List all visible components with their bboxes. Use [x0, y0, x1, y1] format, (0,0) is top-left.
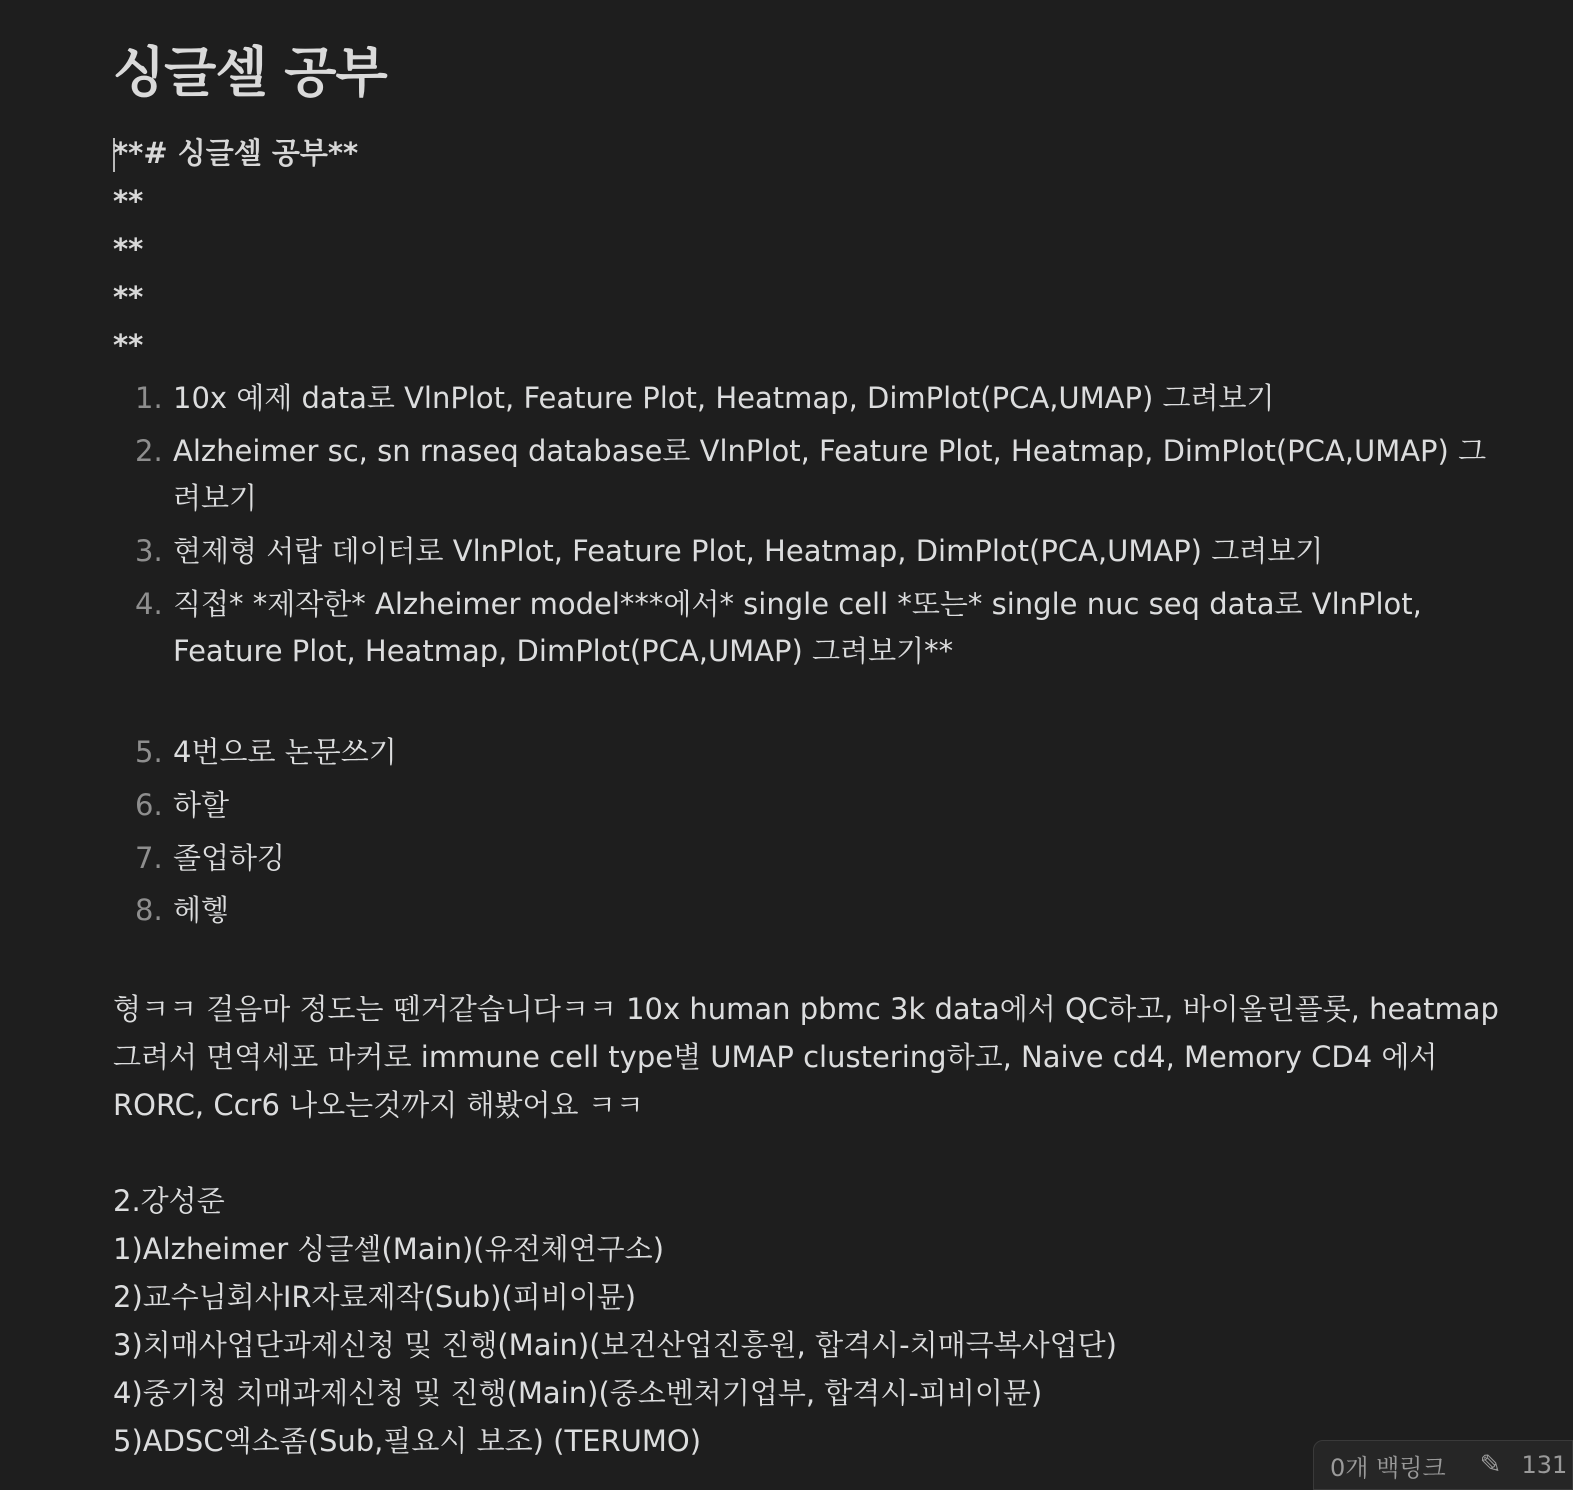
star-line[interactable]: **: [113, 184, 144, 218]
body-paragraph[interactable]: 형ㅋㅋ 걸음마 정도는 뗀거같습니다ㅋㅋ 10x human pbmc 3k data에서 QC하고, 바이올린플롯, heatmap그려서 면역세포 마커로 immune cell type별 UMAP clustering하고, Naive cd4, Memory CD4 에서 RORC, Ccr6 나오는것까지 해봤어요 ㅋㅋ: [113, 992, 1499, 1122]
list-number: 7.: [135, 841, 163, 875]
list-item-text: 10x 예제 data로 VlnPlot, Feature Plot, Heatmap, DimPlot(PCA,UMAP) 그려보기: [173, 381, 1275, 415]
section-item[interactable]: 2)교수님회사IR자료제작(Sub)(피비이뮨): [113, 1280, 637, 1314]
list-item-text: Alzheimer sc, sn rnaseq database로 VlnPlot, Feature Plot, Heatmap, DimPlot(PCA,UMAP) 그려보기: [173, 434, 1487, 515]
list-number: 8.: [135, 893, 163, 927]
star-line[interactable]: **: [113, 280, 144, 314]
star-line[interactable]: **: [113, 328, 144, 362]
heading-line[interactable]: [113, 129, 358, 177]
note-title[interactable]: 싱글셀 공부: [113, 41, 387, 104]
list-number: 3.: [135, 534, 163, 568]
list-item-text: 직접* *제작한* Alzheimer model***에서* single cell *또는* single nuc seq data로 VlnPlot, Feature Plot, Heatmap, DimPlot(PCA,UMAP) 그려보기**: [173, 587, 1422, 668]
list-item-text: 졸업하깅: [173, 841, 286, 875]
section-title[interactable]: 2.강성준: [113, 1184, 225, 1218]
list-number: 1.: [135, 381, 163, 415]
heading-line-text: **# 싱글셀 공부**: [113, 136, 359, 170]
word-count: 131: [1521, 1451, 1568, 1479]
list-number: 4.: [135, 587, 163, 621]
list-number: 6.: [135, 788, 163, 822]
list-item-text: 4번으로 논문쓰기: [173, 735, 397, 769]
list-item-text: 헤헿: [173, 893, 230, 927]
backlinks-count[interactable]: 0개 백링크: [1330, 1453, 1446, 1482]
section-item[interactable]: 4)중기청 치매과제신청 및 진행(Main)(중소벤처기업부, 합격시-피비이뮨): [113, 1376, 1043, 1410]
list-item-text: 현제형 서랍 데이터로 VlnPlot, Feature Plot, Heatmap, DimPlot(PCA,UMAP) 그려보기: [173, 534, 1324, 568]
section-item[interactable]: 3)치매사업단과제신청 및 진행(Main)(보건산업진흥원, 합격시-치매극복사업단): [113, 1328, 1117, 1362]
pencil-icon[interactable]: ✎: [1479, 1450, 1502, 1480]
section-item[interactable]: 1)Alzheimer 싱글셀(Main)(유전체연구소): [113, 1232, 665, 1266]
list-item-text: 하할: [173, 788, 230, 822]
list-number: 2.: [135, 434, 163, 468]
list-number: 5.: [135, 735, 163, 769]
star-line[interactable]: **: [113, 232, 144, 266]
status-bar: [1313, 1440, 1573, 1490]
section-item[interactable]: 5)ADSC엑소좀(Sub,필요시 보조) (TERUMO): [113, 1424, 702, 1458]
